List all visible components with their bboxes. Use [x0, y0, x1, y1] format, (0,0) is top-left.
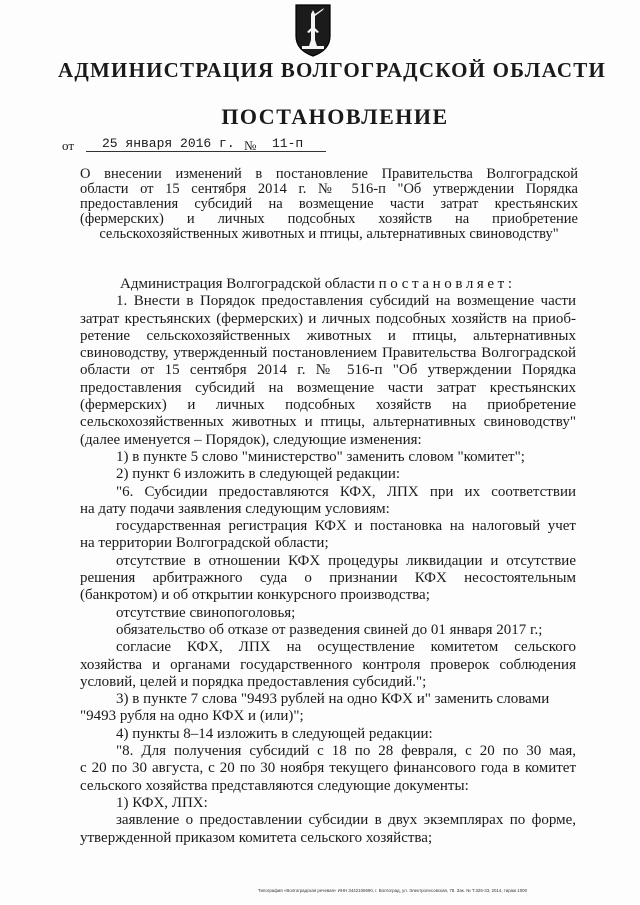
intro-line [80, 276, 576, 293]
printer-footer: Типография «Волгоградская речевая» ИНН 3442106690, г. Волгоград, ул. Электролесовская, 78. Зак. № Т.326-33, 2014, тираж 1000 [258, 888, 528, 893]
body-line: обязательство об отказе от разведения свиней до 01 января 2017 г.; [116, 621, 543, 638]
body-line: на дату подачи заявления следующим условиям: [80, 500, 390, 517]
subject-line: предоставления субсидий на возмещение части затрат крестьянских [80, 196, 578, 212]
body-line: области от 15 сентября 2014 г. № 516-п "Об утверждении Порядка [80, 362, 576, 379]
body-line: 1) КФХ, ЛПХ: [116, 794, 208, 811]
body-line: 1. Внести в Порядок предоставления субсидий на возмещение части [116, 293, 576, 310]
organization-name: АДМИНИСТРАЦИЯ ВОЛГОГРАДСКОЙ ОБЛАСТИ [58, 58, 606, 82]
subject-line: сельскохозяйственных животных и птицы, альтернативных свиноводству" [99, 226, 559, 242]
subject-line: области от 15 сентября 2014 г. № 516-п "Об утверждении Порядка [80, 181, 578, 197]
body-line: согласие КФХ, ЛПХ на осуществление комитетом сельского [116, 639, 576, 656]
number-sign: № [244, 138, 257, 153]
body-line: отсутствие свинопоголовья; [116, 604, 296, 621]
body-line: предоставления субсидий на возмещение части затрат крестьянских [80, 379, 576, 396]
document-number: 11-п [260, 136, 326, 152]
body-line: сельского хозяйства представляются следующие документы: [80, 777, 469, 794]
body-line: утвержденной приказом комитета сельского хозяйства; [80, 829, 433, 846]
date-number-line [62, 136, 362, 154]
body-line: решения арбитражного суда о признании КФХ несостоятельным [80, 570, 576, 587]
body-line: 1) в пункте 5 слово "министерство" заменить словом "комитет"; [116, 448, 525, 465]
body-line: свиноводству, утвержденный постановлением Правительства Волгоградской [80, 345, 576, 362]
body-line: затрат крестьянских (фермерских) и личных подсобных хозяйств на приоб- [80, 310, 576, 327]
body-line: с 20 по 30 августа, с 20 по 30 ноября текущего финансового года в комитет [80, 760, 576, 777]
body-line: отсутствие в отношении КФХ процедуры ликвидации и отсутствие [116, 552, 576, 569]
body-line: ретение сельскохозяйственных животных и птицы, альтернативных [80, 327, 576, 344]
body-line: сельскохозяйственных животных и птицы, альтернативных свиноводству" [80, 414, 576, 431]
body-line: 4) пункты 8–14 изложить в следующей редакции: [116, 725, 433, 742]
body-line: (фермерских) и личных подсобных хозяйств на приобретение [80, 397, 576, 414]
body-line: "8. Для получения субсидий с 18 по 28 февраля, с 20 по 30 мая, [116, 743, 576, 760]
body-line: "6. Субсидии предоставляются КФХ, ЛПХ при их соответствии [116, 483, 576, 500]
body-line: "9493 рубля на одно КФХ и (или)"; [80, 708, 304, 725]
body-line: хозяйства и органами государственного контроля проверок соблюдения [80, 656, 576, 673]
body-line: условий, целей и порядка предоставления субсидий."; [80, 673, 427, 690]
subject-line: О внесении изменений в постановление Правительства Волгоградской [80, 166, 578, 182]
subject-line: (фермерских) и личных подсобных хозяйств на приобретение [80, 211, 578, 227]
coat-of-arms-icon [293, 2, 333, 58]
document-date: 25 января 2016 г. [86, 136, 266, 152]
body-line: 3) в пункте 7 слова "9493 рублей на одно КФХ и" заменить словами [116, 691, 550, 708]
intro-text: Администрация Волгоградской области [120, 276, 375, 292]
document-body [80, 276, 576, 847]
body-line: (банкротом) и об открытии конкурсного производства; [80, 587, 430, 604]
document-subject [80, 167, 578, 242]
intro-spaced-word: постановляет: [378, 276, 516, 292]
body-line: заявление о предоставлении субсидии в двух экземплярах по форме, [116, 812, 576, 829]
document-type-title: ПОСТАНОВЛЕНИЕ [221, 104, 449, 129]
body-line: на территории Волгоградской области; [80, 535, 329, 552]
body-line: 2) пункт 6 изложить в следующей редакции: [116, 466, 401, 483]
date-prefix: от [62, 138, 75, 153]
body-line: (далее именуется – Порядок), следующие изменения: [80, 431, 422, 448]
body-line: государственная регистрация КФХ и постановка на налоговый учет [116, 518, 576, 535]
